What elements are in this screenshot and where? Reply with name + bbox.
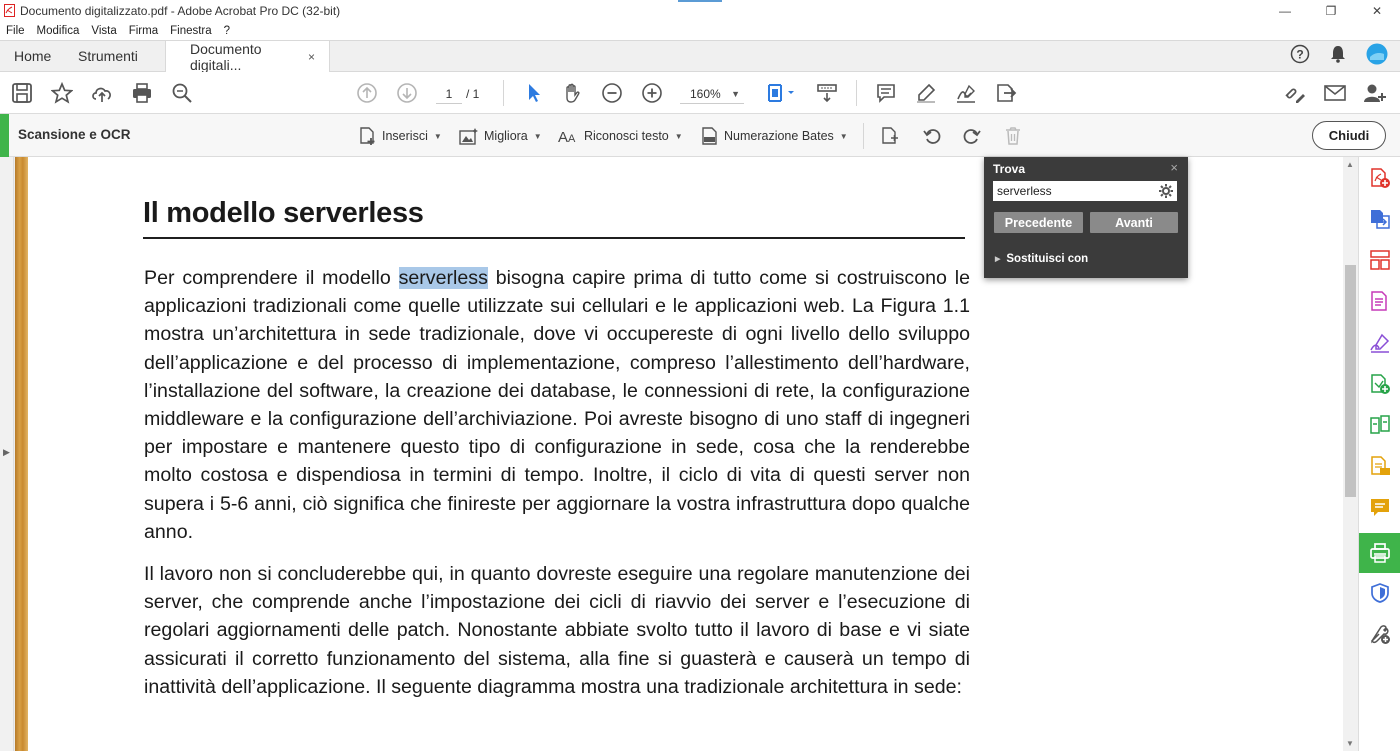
user-avatar-icon[interactable]	[1366, 43, 1388, 70]
select-cursor-icon[interactable]	[521, 81, 545, 105]
close-window-button[interactable]: ✕	[1371, 3, 1383, 18]
scroll-mode-icon[interactable]	[815, 81, 839, 105]
toolbar-separator	[856, 80, 857, 106]
acrobat-app-icon	[4, 4, 16, 18]
notifications-bell-icon[interactable]	[1328, 44, 1348, 69]
recognize-text-label: Riconosci testo	[584, 129, 669, 143]
scan-edge-artifact	[15, 157, 28, 751]
menu-help[interactable]: ?	[223, 24, 231, 37]
menu-modifica[interactable]: Modifica	[36, 24, 80, 37]
compare-files-icon[interactable]	[1368, 413, 1392, 437]
tab-document[interactable]	[166, 41, 330, 72]
send-for-comments-icon[interactable]	[1368, 454, 1392, 478]
menu-vista[interactable]: Vista	[91, 24, 117, 37]
fill-sign-icon[interactable]	[1368, 331, 1392, 355]
organize-pages-icon[interactable]	[1368, 248, 1392, 272]
insert-page-icon	[358, 126, 378, 146]
heading-rule	[143, 237, 965, 239]
bates-numbering-dropdown[interactable]	[700, 126, 848, 146]
bates-number-icon	[700, 126, 720, 146]
window-title: Documento digitalizzato.pdf - Adobe Acrobat Pro DC (32-bit)	[20, 3, 341, 18]
chevron-down-icon: ▼	[433, 131, 442, 141]
fit-page-icon[interactable]	[764, 81, 798, 105]
scrollbar-thumb[interactable]	[1345, 265, 1356, 497]
right-tools-panel	[1358, 157, 1400, 751]
chevron-down-icon: ▼	[533, 131, 542, 141]
enhance-scan-icon	[458, 126, 480, 146]
menu-firma[interactable]: Firma	[128, 24, 159, 37]
help-icon[interactable]	[1290, 44, 1310, 69]
hand-tool-icon[interactable]	[560, 81, 584, 105]
tab-home[interactable]: Home	[14, 48, 52, 64]
share-document-icon[interactable]	[994, 81, 1018, 105]
scroll-down-arrow-icon[interactable]: ▼	[1346, 739, 1354, 748]
scan-ocr-icon[interactable]	[1368, 541, 1392, 565]
more-tools-icon[interactable]	[1368, 622, 1392, 646]
close-tool-button[interactable]: Chiudi	[1312, 121, 1386, 150]
insert-dropdown[interactable]	[358, 126, 442, 146]
gear-icon[interactable]	[1158, 183, 1174, 199]
chevron-down-icon: ▼	[731, 89, 740, 99]
comment-icon[interactable]	[874, 81, 898, 105]
zoom-in-icon[interactable]	[640, 81, 664, 105]
enhance-dropdown[interactable]	[458, 126, 542, 146]
upload-cloud-icon[interactable]	[90, 81, 114, 105]
chevron-down-icon: ▼	[839, 131, 848, 141]
main-toolbar	[0, 72, 1400, 114]
vertical-scrollbar[interactable]	[1343, 157, 1358, 751]
paragraph-1-start: Per comprendere il modello	[144, 267, 399, 289]
sign-icon[interactable]	[954, 81, 978, 105]
svg-text:A: A	[568, 133, 576, 145]
find-previous-button[interactable]: Precedente	[994, 212, 1083, 233]
tool-color-marker	[0, 114, 9, 157]
recognize-text-icon	[558, 126, 580, 146]
print-icon[interactable]	[130, 81, 154, 105]
protect-shield-icon[interactable]	[1368, 581, 1392, 605]
replace-with-label: Sostituisci con	[1006, 253, 1089, 265]
menu-bar	[0, 21, 1400, 40]
email-icon[interactable]	[1323, 81, 1347, 105]
prepare-form-icon[interactable]	[1368, 372, 1392, 396]
rotate-counterclockwise-icon[interactable]	[921, 125, 943, 147]
svg-text:?: ?	[1296, 47, 1304, 61]
chevron-down-icon: ▼	[674, 131, 683, 141]
scan-ocr-toolbar	[0, 114, 1400, 157]
insert-from-scanner-icon[interactable]	[879, 125, 901, 147]
find-next-button[interactable]: Avanti	[1090, 212, 1178, 233]
expand-panel-arrow-icon[interactable]: ▶	[3, 447, 10, 457]
focus-indicator	[678, 0, 722, 2]
restore-button[interactable]: ❐	[1325, 3, 1337, 18]
tab-document-label: Documento digitali...	[190, 40, 262, 73]
edit-pdf-icon[interactable]	[1368, 289, 1392, 313]
find-search-query: serverless	[997, 184, 1052, 198]
minimize-button[interactable]: —	[1279, 3, 1291, 18]
svg-text:A: A	[558, 129, 569, 146]
menu-finestra[interactable]: Finestra	[170, 24, 212, 37]
page-total: / 1	[466, 87, 480, 101]
ocr-toolbar-title: Scansione e OCR	[18, 127, 131, 142]
enhance-label: Migliora	[484, 129, 528, 143]
search-highlight: serverless	[398, 267, 488, 289]
replace-with-toggle[interactable]	[995, 253, 1088, 265]
paragraph-2: Il lavoro non si concluderebbe qui, in quanto dovreste eseguire una regolare manutenzione dei server, che comprende anche l’impostazione dei cicli di riavvio dei server e l’esecuzione di regolari aggiornamenti delle patch. Nonostante abbiate svolto tutto il lavoro di base e vi siate assicurati il corretto funzionamento del sistema, alla fine si guasterà e causerà un tempo di inattività dell’applicazione. Il seguente diagramma mostra una tradizionale architettura in sede:	[144, 563, 970, 698]
save-icon[interactable]	[10, 81, 34, 105]
title-bar	[0, 0, 1400, 21]
find-close-icon[interactable]: ×	[1170, 160, 1178, 175]
find-panel	[984, 157, 1188, 278]
chevron-right-icon: ▶	[995, 256, 1001, 263]
export-pdf-icon[interactable]	[1368, 207, 1392, 231]
find-panel-title: Trova	[993, 162, 1026, 176]
zoom-level-select[interactable]	[680, 84, 744, 104]
find-search-input[interactable]	[993, 181, 1177, 201]
zoom-out-icon[interactable]	[600, 81, 624, 105]
delete-trash-icon[interactable]	[1002, 125, 1024, 147]
rotate-clockwise-icon[interactable]	[961, 125, 983, 147]
tab-tools[interactable]: Strumenti	[64, 41, 166, 71]
insert-label: Inserisci	[382, 129, 428, 143]
toolbar-separator	[863, 123, 864, 149]
left-navigation-strip[interactable]	[0, 157, 14, 751]
bates-numbering-label: Numerazione Bates	[724, 129, 834, 143]
document-heading: Il modello serverless	[143, 197, 424, 229]
toolbar-separator	[503, 80, 504, 106]
paragraph-1-rest: bisogna capire prima di tutto come si costruiscono le applicazioni tradizionali come quelle utilizzate sui cellulari e le applicazioni web. La Figura 1.1 mostra un’architettura in sede tradizionale, dove vi occupereste di ogni livello dello sviluppo dell’applicazione e del processo di implementazione, compreso l’allestimento dell’hardware, l’installazione del software, la creazione dei database, le connessioni di rete, la configurazione middleware e la configurazione dell’archiviazione. Poi avreste bisogno di uno staff di ingegneri per impostare e mantenere questo tipo di configurazione in sede, cosa che la renderebbe molto costosa e dispendiosa in termini di tempo. Inoltre, il ciclo di vita di questi server non supera i 5-6 anni, ciò significa che finireste per aggiornare la vostra infrastruttura dopo qualche anno.	[144, 267, 970, 543]
tab-close-icon[interactable]: ×	[307, 49, 315, 64]
search-zoom-icon[interactable]	[170, 81, 194, 105]
create-pdf-icon[interactable]	[1368, 166, 1392, 190]
add-user-icon[interactable]	[1363, 81, 1387, 105]
bookmark-star-icon[interactable]	[50, 81, 74, 105]
highlight-pen-icon[interactable]	[914, 81, 938, 105]
tab-bar	[0, 40, 1400, 72]
scroll-up-arrow-icon[interactable]: ▲	[1346, 160, 1354, 169]
zoom-level-value: 160%	[690, 87, 721, 101]
previous-page-icon[interactable]	[355, 81, 379, 105]
recognize-text-dropdown[interactable]	[558, 126, 683, 146]
next-page-icon[interactable]	[395, 81, 419, 105]
paragraph-1	[144, 264, 970, 546]
menu-file[interactable]: File	[6, 24, 25, 37]
comment-tool-icon[interactable]	[1368, 496, 1392, 520]
page-number-input[interactable]: 1	[436, 84, 462, 104]
link-edit-icon[interactable]	[1282, 81, 1306, 105]
